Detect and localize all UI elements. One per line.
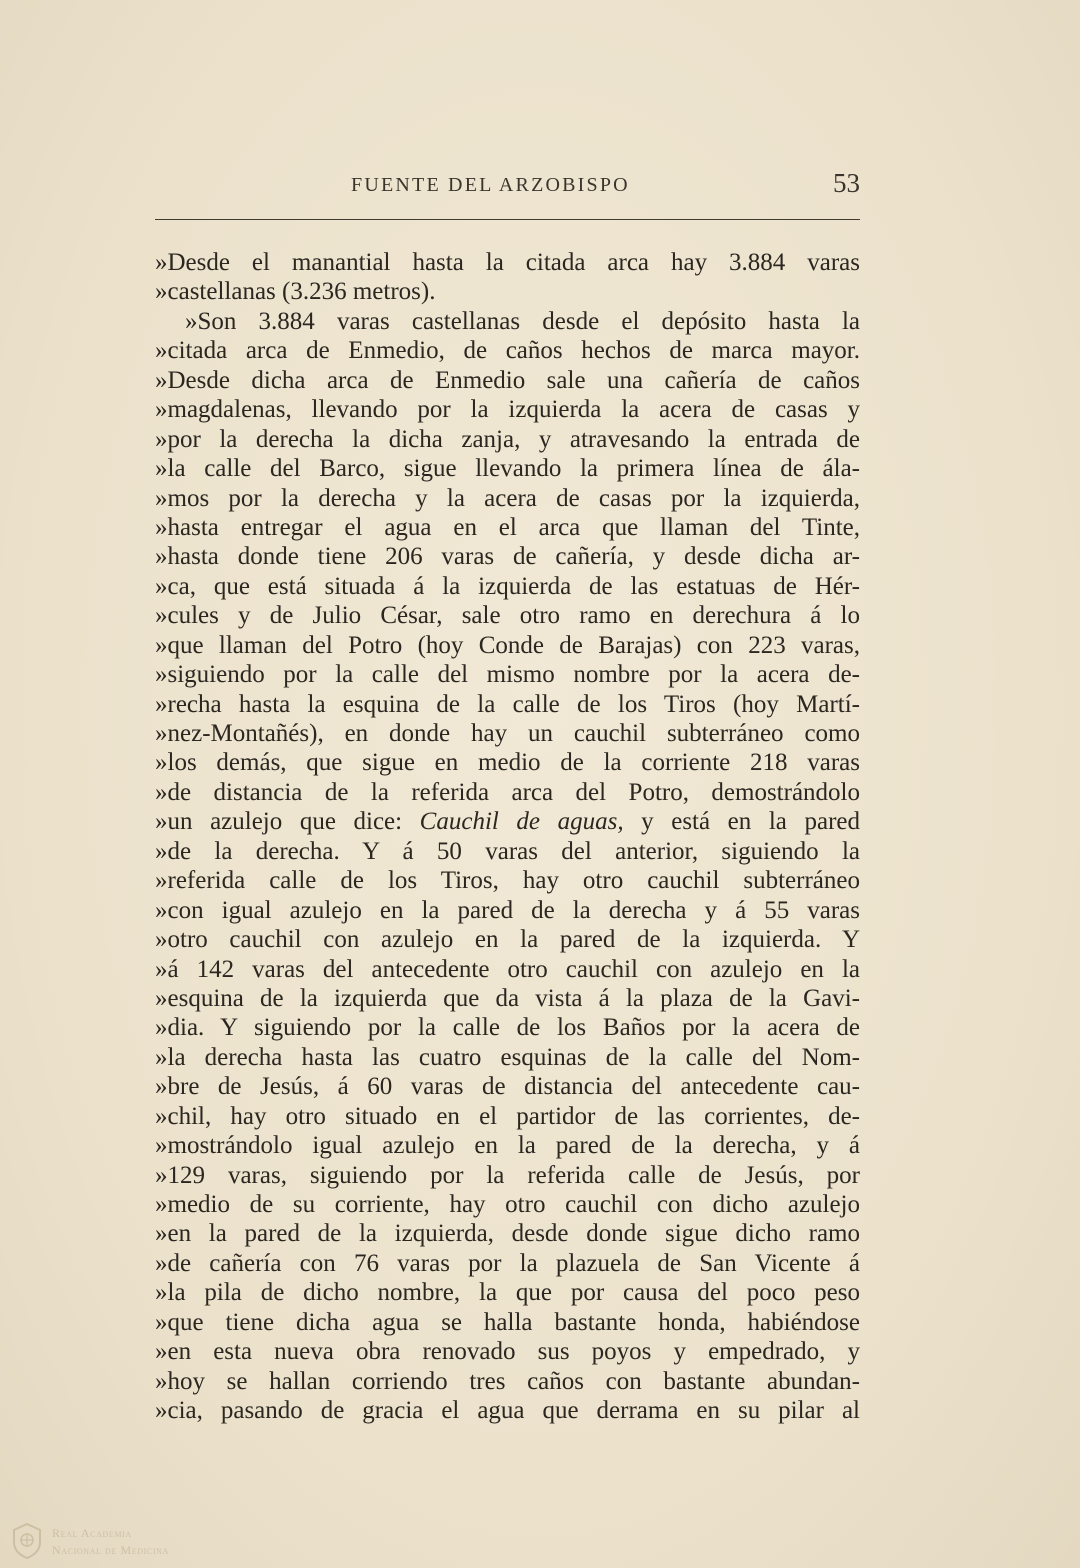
text-line: »referida calle de los Tiros, hay otro cauchil subterráneo — [155, 867, 860, 895]
text-line: »castellanas (3.236 metros). — [155, 278, 436, 306]
text-line: »á 142 varas del antecedente otro cauchil con azulejo en la — [155, 955, 860, 983]
body-text — [155, 248, 860, 1426]
text-line: »la derecha hasta las cuatro esquinas de la calle del Nom- — [155, 1043, 860, 1071]
watermark-line-2: Nacional de Medicina — [52, 1543, 169, 1557]
text-line: »en la pared de la izquierda, desde donde sigue dicho ramo — [155, 1220, 860, 1248]
text-line: »otro cauchil con azulejo en la pared de la izquierda. Y — [155, 926, 860, 954]
text-line: »de cañería con 76 varas por la plazuela de San Vicente á — [155, 1249, 860, 1277]
library-watermark — [8, 1520, 208, 1564]
text-segment: »un azulejo que dice: — [155, 808, 403, 836]
text-line: »cules y de Julio César, sale otro ramo en derechura á lo — [155, 602, 860, 630]
text-line-with-italic — [155, 807, 860, 836]
text-line: »dia. Y siguiendo por la calle de los Baños por la acera de — [155, 1014, 860, 1042]
text-line: »de distancia de la referida arca del Potro, demostrándolo — [155, 778, 860, 806]
text-line: »la calle del Barco, sigue llevando la primera línea de ála- — [155, 455, 860, 483]
page-number: 53 — [833, 168, 860, 198]
text-line: »hasta entregar el agua en el arca que llaman del Tinte, — [155, 513, 860, 541]
text-segment: y está en la pared — [641, 808, 860, 836]
text-line: »bre de Jesús, á 60 varas de distancia del antecedente cau- — [155, 1073, 860, 1101]
text-line: »magdalenas, llevando por la izquierda la acera de casas y — [155, 396, 860, 424]
text-line: »los demás, que sigue en medio de la corriente 218 varas — [155, 749, 860, 777]
text-line: »hoy se hallan corriendo tres caños con bastante abundan- — [155, 1367, 860, 1395]
text-line: »mostrándolo igual azulejo en la pared de la derecha, y á — [155, 1132, 860, 1160]
text-line: »recha hasta la esquina de la calle de los Tiros (hoy Martí- — [155, 690, 860, 718]
text-line: »Desde el manantial hasta la citada arca hay 3.884 varas — [155, 249, 860, 276]
text-line: »mos por la derecha y la acera de casas por la izquierda, — [155, 484, 860, 512]
text-line: »medio de su corriente, hay otro cauchil con dicho azulejo — [155, 1191, 860, 1218]
text-line: »que tiene dicha agua se halla bastante honda, habiéndose — [155, 1308, 860, 1336]
text-line: »citada arca de Enmedio, de caños hechos de marca mayor. — [155, 337, 860, 365]
text-line: »129 varas, siguiendo por la referida calle de Jesús, por — [155, 1161, 860, 1189]
text-line: »Desde dicha arca de Enmedio sale una cañería de caños — [155, 366, 860, 394]
running-header — [155, 168, 860, 204]
academy-seal-icon — [10, 1522, 44, 1560]
text-line: »de la derecha. Y á 50 varas del anterior, siguiendo la — [155, 837, 860, 865]
text-line: »esquina de la izquierda que da vista á la plaza de la Gavi- — [155, 984, 860, 1012]
text-line: »nez-Montañés), en donde hay un cauchil subterráneo como — [155, 720, 860, 747]
text-line: »por la derecha la dicha zanja, y atravesando la entrada de — [155, 425, 860, 453]
text-line: »que llaman del Potro (hoy Conde de Barajas) con 223 varas, — [155, 631, 860, 659]
header-rule — [155, 219, 860, 220]
text-line: »ca, que está situada á la izquierda de las estatuas de Hér- — [155, 572, 860, 600]
watermark-line-1: Real Academia — [52, 1526, 132, 1540]
text-line: »siguiendo por la calle del mismo nombre por la acera de- — [155, 661, 860, 689]
running-title: FUENTE DEL ARZOBISPO — [351, 174, 630, 196]
italic-quote: Cauchil de aguas, — [419, 808, 624, 836]
text-line: »chil, hay otro situado en el partidor de las corrientes, de- — [155, 1102, 860, 1130]
text-line: »la pila de dicho nombre, la que por causa del poco peso — [155, 1279, 860, 1307]
text-line: »hasta donde tiene 206 varas de cañería, y desde dicha ar- — [155, 543, 860, 571]
text-line: »Son 3.884 varas castellanas desde el depósito hasta la — [185, 307, 860, 335]
text-line: »con igual azulejo en la pared de la derecha y á 55 varas — [155, 896, 860, 924]
text-line: »cia, pasando de gracia el agua que derrama en su pilar al — [155, 1397, 860, 1425]
text-line: »en esta nueva obra renovado sus poyos y empedrado, y — [155, 1338, 860, 1366]
